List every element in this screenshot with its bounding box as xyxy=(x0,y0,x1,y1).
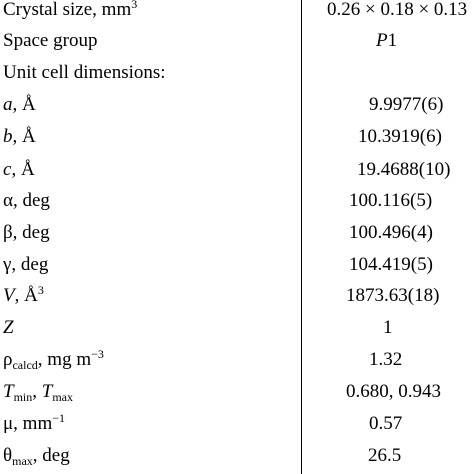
row-value: 1 xyxy=(383,317,393,338)
row-label: γ, deg xyxy=(3,254,49,275)
table-row xyxy=(0,313,474,343)
row-value: 0.680, 0.943 xyxy=(346,381,441,402)
row-value: 0.26 × 0.18 × 0.13 xyxy=(327,0,468,20)
table-row xyxy=(0,218,474,248)
row-value: 104.419(5) xyxy=(349,254,433,275)
row-label: a, Å xyxy=(3,94,36,115)
table-row xyxy=(0,250,474,280)
row-label: $T_{min}$, $T_{max}$ xyxy=(3,381,73,404)
row-label: α, deg xyxy=(3,190,50,211)
row-label: Crystal size, $mm^3$ xyxy=(3,0,138,20)
row-value: 1.32 xyxy=(369,349,403,370)
row-value: P1 xyxy=(376,30,398,51)
row-label: $\theta_{max}$, deg xyxy=(3,445,70,468)
row-value: 100.116(5) xyxy=(349,190,433,211)
row-label: V, $Å^3$ xyxy=(3,283,44,306)
table-row xyxy=(0,281,474,311)
row-value: 10.3919(6) xyxy=(358,126,442,147)
row-label: b, Å xyxy=(3,126,36,147)
row-label: μ, $mm^{-1}$ xyxy=(3,411,66,434)
row-label: β, deg xyxy=(3,222,50,243)
table-row xyxy=(0,0,474,25)
table-row xyxy=(0,377,474,407)
row-value: 9.9977(6) xyxy=(369,94,444,115)
row-value: 0.57 xyxy=(369,413,403,434)
table-row xyxy=(0,409,474,439)
table-row xyxy=(0,26,474,56)
row-label: $\rho_{calcd}$, mg $m^{-3}$ xyxy=(3,347,104,372)
table-row xyxy=(0,441,474,471)
row-label: Space group xyxy=(3,30,98,51)
row-label: Unit cell dimensions: xyxy=(3,62,166,83)
row-value: 26.5 xyxy=(368,445,402,466)
row-value: 19.4688(10) xyxy=(357,159,451,180)
table-row xyxy=(0,90,474,120)
table-row xyxy=(0,155,474,185)
row-label: c, Å xyxy=(3,159,35,180)
row-value: 100.496(4) xyxy=(349,222,433,243)
row-label: Z xyxy=(3,317,14,338)
table-row xyxy=(0,345,474,375)
table-row xyxy=(0,186,474,216)
row-value: 1873.63(18) xyxy=(346,285,440,306)
table-row xyxy=(0,122,474,152)
table-row xyxy=(0,58,474,88)
